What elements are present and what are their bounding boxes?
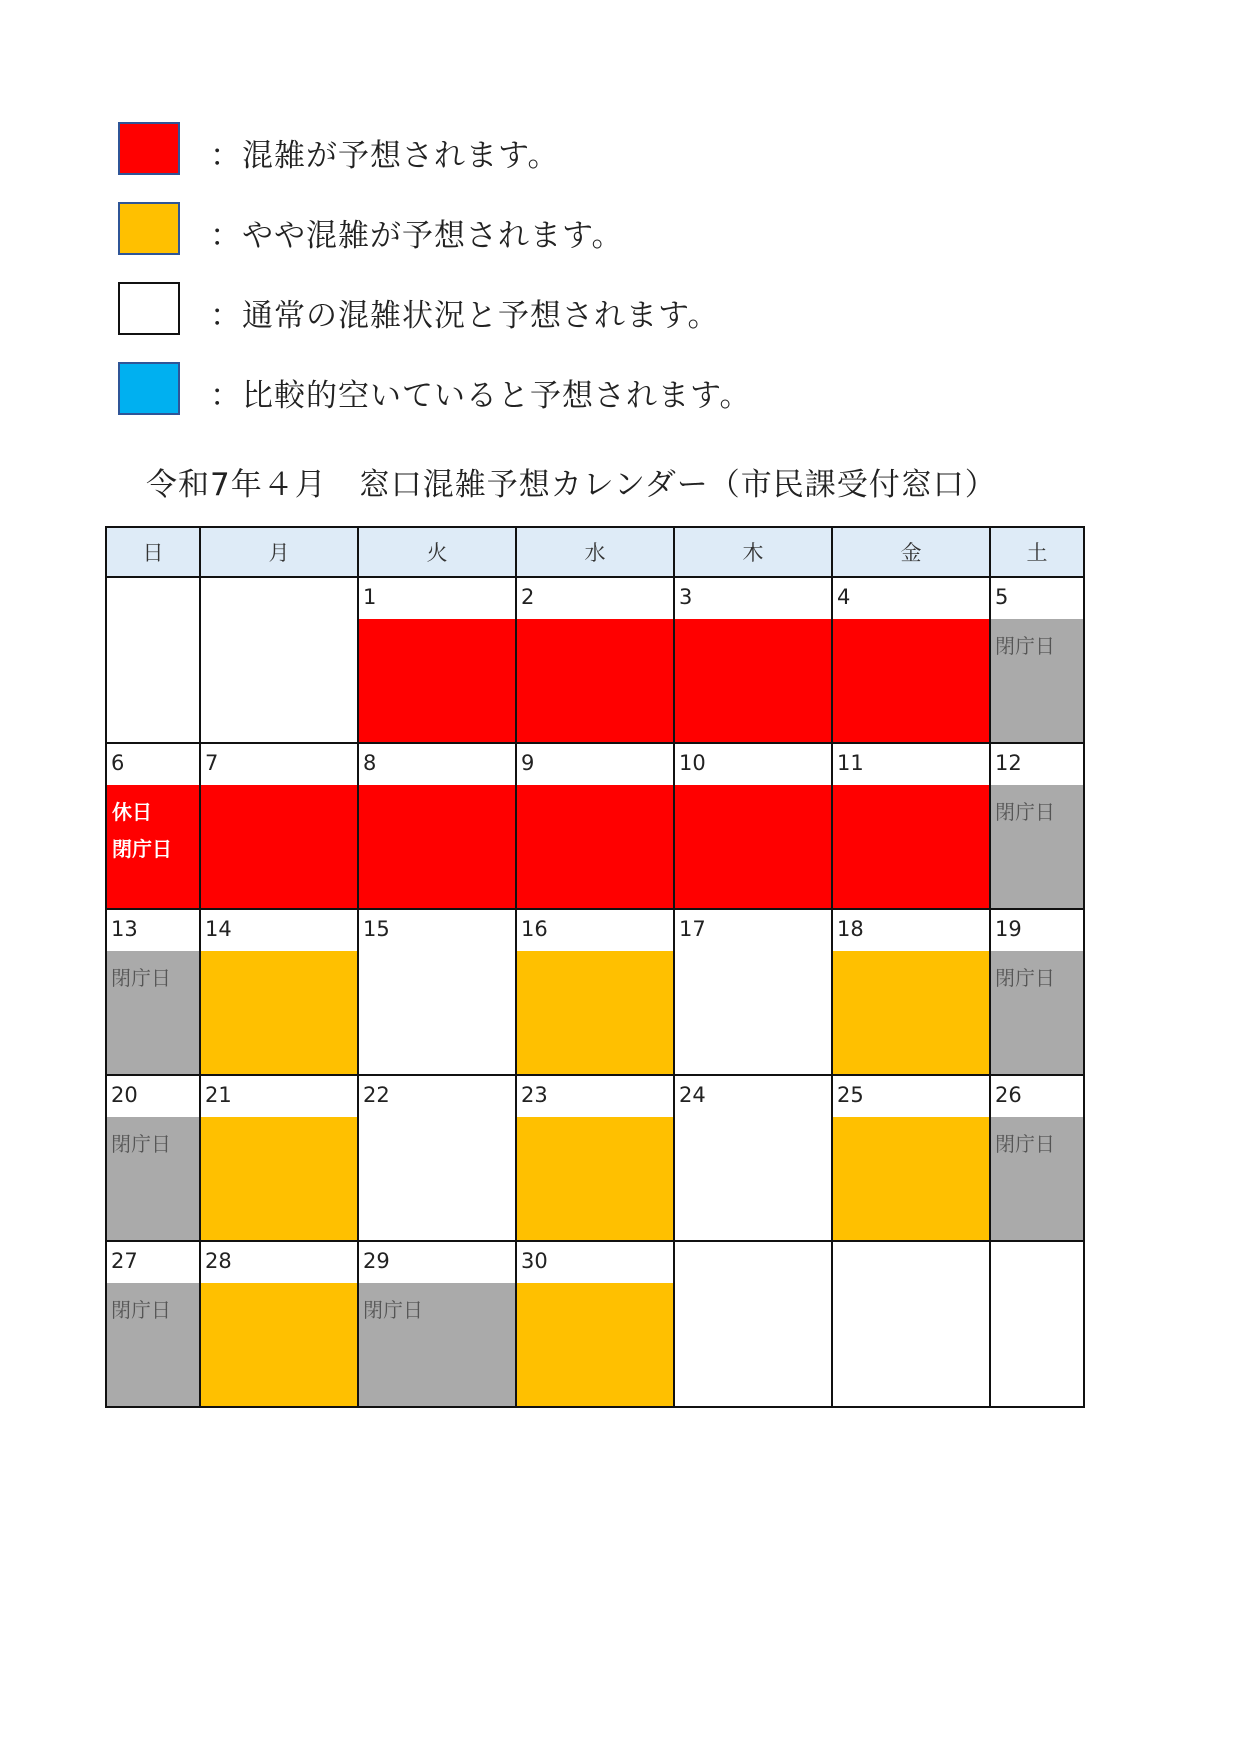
closed-day-note (995, 628, 1055, 665)
status-fill-red (833, 785, 989, 908)
day-number: 2 (521, 585, 535, 609)
note-line: 閉庁日 (363, 1298, 423, 1322)
day-number: 8 (363, 751, 377, 775)
day-number: 10 (679, 751, 706, 775)
calendar-day-cell (674, 909, 832, 1075)
calendar-day-cell (990, 577, 1084, 743)
status-fill-red (359, 619, 515, 742)
day-number: 4 (837, 585, 851, 609)
status-fill-red (359, 785, 515, 908)
note-line: 閉庁日 (995, 1132, 1055, 1156)
weekday-header-fri: 金 (832, 527, 990, 577)
day-cell-body (359, 1242, 515, 1406)
day-cell-body (675, 1076, 831, 1240)
calendar-day-cell (200, 743, 358, 909)
day-cell-body (833, 1076, 989, 1240)
calendar-day-cell (990, 1241, 1084, 1407)
calendar-day-cell (358, 909, 516, 1075)
calendar-day-cell (832, 577, 990, 743)
weekday-header-wed: 水 (516, 527, 674, 577)
day-cell-body (201, 910, 357, 1074)
calendar-title: 令和7年４月 窓口混雑予想カレンダー（市民課受付窓口） (146, 467, 997, 503)
day-number: 15 (363, 917, 390, 941)
calendar-day-cell (832, 909, 990, 1075)
day-cell-body (675, 578, 831, 742)
day-cell-body (201, 1076, 357, 1240)
status-fill-orange (833, 951, 989, 1074)
calendar-day-cell (990, 909, 1084, 1075)
day-number: 6 (111, 751, 125, 775)
note-line: 閉庁日 (112, 837, 172, 861)
day-cell-body (201, 744, 357, 908)
day-number: 20 (111, 1083, 138, 1107)
status-fill-orange (833, 1117, 989, 1240)
note-line: 閉庁日 (111, 966, 171, 990)
calendar-day-cell (106, 909, 200, 1075)
day-number: 17 (679, 917, 706, 941)
calendar-day-cell (516, 577, 674, 743)
calendar-day-cell (106, 577, 200, 743)
weekday-header-sun: 日 (106, 527, 200, 577)
day-cell-body (107, 578, 199, 742)
holiday-note (112, 794, 172, 868)
day-cell-body (107, 744, 199, 908)
day-number: 29 (363, 1249, 390, 1273)
day-number: 24 (679, 1083, 706, 1107)
calendar-week-row (106, 1075, 1084, 1241)
weekday-header-row (106, 527, 1084, 577)
calendar-week-row (106, 909, 1084, 1075)
calendar-table (105, 526, 1085, 1408)
day-number: 11 (837, 751, 864, 775)
calendar-day-cell (200, 577, 358, 743)
day-cell-body (991, 1076, 1083, 1240)
day-number: 30 (521, 1249, 548, 1273)
calendar-day-cell (832, 743, 990, 909)
closed-day-note (111, 960, 171, 997)
day-cell-body (833, 578, 989, 742)
closed-day-note (111, 1126, 171, 1163)
day-number: 3 (679, 585, 693, 609)
status-fill-orange (517, 1283, 673, 1406)
calendar-day-cell (674, 1075, 832, 1241)
day-cell-body (675, 1242, 831, 1406)
note-line: 閉庁日 (995, 800, 1055, 824)
day-cell-body (991, 578, 1083, 742)
calendar-day-cell (358, 1241, 516, 1407)
legend-swatch-white (118, 282, 180, 335)
day-number: 12 (995, 751, 1022, 775)
calendar-day-cell (516, 1075, 674, 1241)
day-cell-body (359, 744, 515, 908)
calendar-day-cell (358, 1075, 516, 1241)
calendar-day-cell (674, 577, 832, 743)
day-cell-body (517, 578, 673, 742)
day-number: 28 (205, 1249, 232, 1273)
calendar-day-cell (832, 1241, 990, 1407)
note-line: 閉庁日 (995, 966, 1055, 990)
day-cell-body (833, 910, 989, 1074)
day-cell-body (107, 1242, 199, 1406)
day-number: 18 (837, 917, 864, 941)
day-cell-body (991, 744, 1083, 908)
status-fill-orange (201, 1283, 357, 1406)
weekday-header-sat: 土 (990, 527, 1084, 577)
closed-day-note (995, 794, 1055, 831)
legend-text: ：混雑が予想されます。 (210, 138, 560, 174)
day-cell-body (517, 1242, 673, 1406)
status-fill-red (517, 619, 673, 742)
calendar-day-cell (200, 1241, 358, 1407)
legend-swatch-red (118, 122, 180, 175)
closed-day-note (363, 1292, 423, 1329)
closed-day-note (995, 1126, 1055, 1163)
day-number: 5 (995, 585, 1009, 609)
day-cell-body (833, 744, 989, 908)
calendar-day-cell (674, 1241, 832, 1407)
day-cell-body (675, 744, 831, 908)
day-cell-body (359, 578, 515, 742)
legend-swatch-orange (118, 202, 180, 255)
day-cell-body (517, 910, 673, 1074)
calendar-day-cell (200, 909, 358, 1075)
calendar-day-cell (990, 743, 1084, 909)
day-cell-body (107, 910, 199, 1074)
day-cell-body (107, 1076, 199, 1240)
day-number: 25 (837, 1083, 864, 1107)
weekday-header-thu: 木 (674, 527, 832, 577)
day-number: 26 (995, 1083, 1022, 1107)
day-number: 19 (995, 917, 1022, 941)
closed-day-note (111, 1292, 171, 1329)
calendar-day-cell (832, 1075, 990, 1241)
day-number: 13 (111, 917, 138, 941)
status-fill-orange (201, 951, 357, 1074)
calendar-day-cell (516, 743, 674, 909)
calendar-day-cell (516, 1241, 674, 1407)
status-fill-orange (201, 1117, 357, 1240)
calendar-day-cell (200, 1075, 358, 1241)
status-fill-red (833, 619, 989, 742)
legend-text: ：通常の混雑状況と予想されます。 (210, 298, 720, 334)
calendar-day-cell (674, 743, 832, 909)
day-cell-body (201, 578, 357, 742)
day-number: 21 (205, 1083, 232, 1107)
calendar-day-cell (516, 909, 674, 1075)
calendar-day-cell (990, 1075, 1084, 1241)
day-number: 9 (521, 751, 535, 775)
calendar-day-cell (358, 743, 516, 909)
closed-day-note (995, 960, 1055, 997)
calendar-day-cell (106, 1075, 200, 1241)
status-fill-red (517, 785, 673, 908)
note-line: 閉庁日 (995, 634, 1055, 658)
note-line: 閉庁日 (111, 1298, 171, 1322)
calendar-day-cell (358, 577, 516, 743)
weekday-header-tue: 火 (358, 527, 516, 577)
status-fill-orange (517, 951, 673, 1074)
day-cell-body (833, 1242, 989, 1406)
day-number: 7 (205, 751, 219, 775)
day-cell-body (359, 910, 515, 1074)
day-cell-body (675, 910, 831, 1074)
day-number: 1 (363, 585, 377, 609)
day-cell-body (991, 910, 1083, 1074)
day-cell-body (991, 1242, 1083, 1406)
calendar-day-cell (106, 1241, 200, 1407)
day-number: 27 (111, 1249, 138, 1273)
status-fill-red (201, 785, 357, 908)
day-number: 14 (205, 917, 232, 941)
status-fill-red (675, 785, 831, 908)
day-cell-body (201, 1242, 357, 1406)
weekday-header-mon: 月 (200, 527, 358, 577)
calendar-week-row (106, 577, 1084, 743)
note-line: 閉庁日 (111, 1132, 171, 1156)
day-cell-body (517, 744, 673, 908)
status-fill-red (675, 619, 831, 742)
status-fill-orange (517, 1117, 673, 1240)
calendar-week-row (106, 743, 1084, 909)
day-cell-body (517, 1076, 673, 1240)
legend-text: ：やや混雑が予想されます。 (210, 218, 624, 254)
legend-swatch-blue (118, 362, 180, 415)
day-number: 16 (521, 917, 548, 941)
calendar-week-row (106, 1241, 1084, 1407)
day-number: 22 (363, 1083, 390, 1107)
calendar-day-cell (106, 743, 200, 909)
day-cell-body (359, 1076, 515, 1240)
note-line: 休日 (112, 800, 152, 824)
legend-text: ：比較的空いていると予想されます。 (210, 378, 752, 414)
day-number: 23 (521, 1083, 548, 1107)
